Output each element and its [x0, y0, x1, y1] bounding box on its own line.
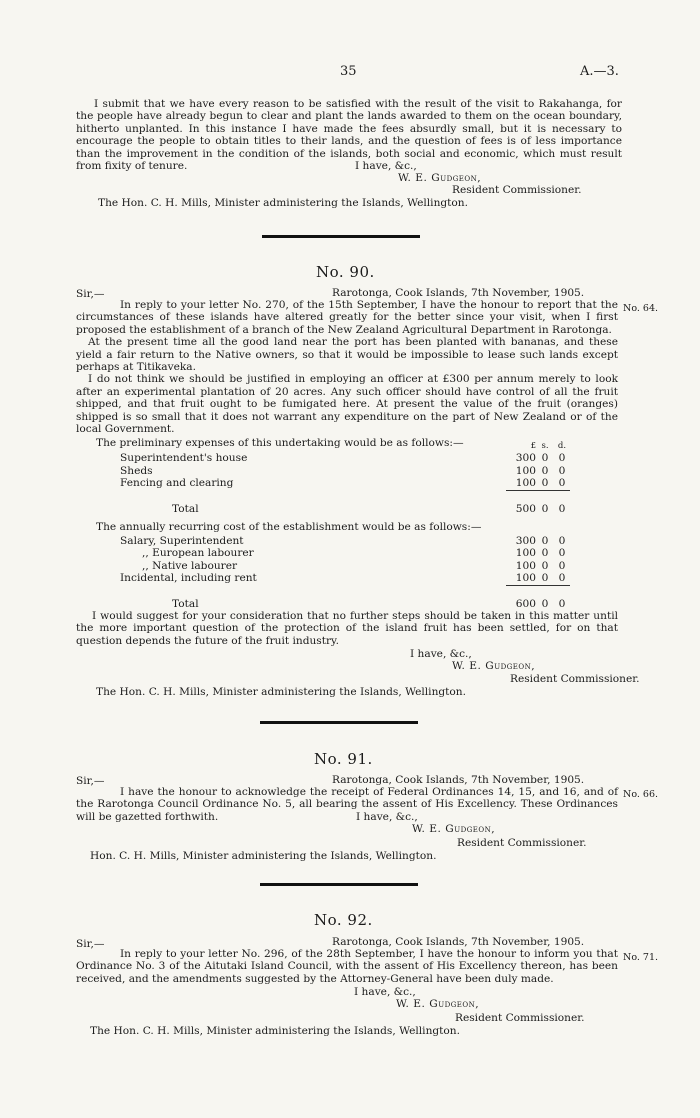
letter90-salutation: Sir,— [76, 288, 105, 300]
table-total-row: Total 600 0 0 [172, 598, 566, 611]
letter92-margin-ref: No. 71. [623, 952, 659, 963]
letter91-heading: No. 91. [314, 750, 373, 768]
letter90-place-date: Rarotonga, Cook Islands, 7th November, 1905. [332, 287, 585, 299]
letter90-recurring-intro: The annually recurring cost of the establishment would be as follows:— [96, 521, 482, 533]
letter90-title: Resident Commissioner. [510, 673, 640, 685]
letter91-body [76, 786, 618, 823]
letter89-body [76, 98, 622, 172]
letter91-addressee: Hon. C. H. Mills, Minister administering the Islands, Wellington. [90, 850, 437, 862]
letter91-title: Resident Commissioner. [457, 837, 587, 849]
letter92-body [76, 948, 618, 985]
letter92-p1: In reply to your letter No. 296, of the 28th September, I have the honour to inform you that Ordinance No. 3 of the Aitutaki Island Council, with the assent of His Excellency thereon, has been received, and the amendments suggested by the Attorney-General have been duly made. [76, 948, 618, 985]
letter92-addressee: The Hon. C. H. Mills, Minister administering the Islands, Wellington. [90, 1025, 460, 1037]
letter92-heading: No. 92. [314, 911, 373, 929]
table-row: ,, European labourer 100 0 0 [142, 547, 566, 560]
letter90-body-end [76, 610, 618, 647]
letter89-signature: W. E. Gudgeon, [398, 172, 482, 184]
letter91-salutation: Sir,— [76, 775, 105, 787]
table-row: ,, Native labourer 100 0 0 [142, 559, 566, 572]
letter90-prelim-intro: The preliminary expenses of this undertaking would be as follows:— [96, 437, 464, 449]
letter89-addressee: The Hon. C. H. Mills, Minister administering the Islands, Wellington. [98, 197, 468, 209]
letter89-title: Resident Commissioner. [452, 184, 582, 196]
prelim-expenses-table [120, 440, 570, 515]
letter91-signature: W. E. Gudgeon, [412, 823, 496, 835]
table-row: Fencing and clearing 100 0 0 [120, 477, 570, 490]
letter91-place-date: Rarotonga, Cook Islands, 7th November, 1905. [332, 774, 585, 786]
letter90-heading: No. 90. [316, 263, 375, 281]
currency-header-pence: d. [557, 441, 567, 451]
page-number: 35 [340, 64, 357, 79]
table-row: Superintendent's house 300 0 0 [120, 452, 566, 465]
section-divider [260, 883, 418, 886]
letter90-p4: I would suggest for your consideration that no further steps should be taken in this matter until the more important question of the protection of the island fruit has been settled, for on that question depends the future of the fruit industry. [76, 610, 618, 647]
letter90-body [76, 299, 618, 435]
letter90-p1: In reply to your letter No. 270, of the 15th September, I have the honour to report that the circumstances of these islands have altered greatly for the better since your visit, when I first proposed the establishment of a branch of the New Zealand Agricultural Department in Rarotonga. [76, 299, 618, 336]
letter92-salutation: Sir,— [76, 938, 105, 950]
letter90-closing: I have, &c., [410, 648, 472, 660]
letter91-closing: I have, &c., [356, 811, 418, 823]
letter90-signature: W. E. Gudgeon, [452, 660, 536, 672]
currency-header-shillings: s. [541, 441, 549, 451]
letter92-place-date: Rarotonga, Cook Islands, 7th November, 1905. [332, 936, 585, 948]
table-total-row: Total 500 0 0 [172, 503, 566, 516]
letter91-margin-ref: No. 66. [623, 789, 659, 800]
table-row: Sheds 100 0 0 [120, 464, 566, 477]
letter90-p3: I do not think we should be justified in employing an officer at £300 per annum merely to look after an experimental plantation of 20 acres. Any such officer should have control of all the fruit shipped, and that fruit ought to be fumigated here. At present the value of the fruit (oranges) shipped is so small that it does not warrant any expenditure on the part of New Zealand or of the local Government. [76, 373, 618, 436]
currency-header-pounds: £ [530, 441, 536, 451]
letter89-paragraph: I submit that we have every reason to be satisfied with the result of the visit to Rakahanga, for the people have already begun to clear and plant the lands awarded to them on the ocean boundary, hitherto unplanted. In this instance I have made the fees absurdly small, but it is necessary to encourage the people to obtain titles to their lands, and the question of fees is of less importance than the improvement in the condition of the islands, both social and economic, which must result from fixity of tenure. [76, 98, 622, 173]
table-row: Salary, Superintendent 300 0 0 [120, 535, 566, 547]
letter92-title: Resident Commissioner. [455, 1012, 585, 1024]
table-row: Incidental, including rent 100 0 0 [120, 572, 570, 585]
series-label: A.—3. [580, 64, 619, 79]
letter89-closing: I have, &c., [355, 160, 417, 172]
letter91-p1: I have the honour to acknowledge the receipt of Federal Ordinances 14, 15, and 16, and of the Rarotonga Council Ordinance No. 5, all bearing the assent of His Excellency. These Ordinances will be gazetted forthwith. [76, 786, 618, 823]
section-divider [262, 235, 420, 238]
letter90-margin-ref: No. 64. [623, 303, 659, 314]
letter92-signature: W. E. Gudgeon, [396, 998, 480, 1010]
recurring-expenses-table [120, 535, 570, 610]
section-divider [260, 721, 418, 724]
letter92-closing: I have, &c., [354, 986, 416, 998]
letter90-p2: At the present time all the good land near the port has been planted with bananas, and these yield a fair return to the Native owners, so that it would be impossible to lease such lands except perhaps at Titikaveka. [76, 336, 618, 374]
letter90-addressee: The Hon. C. H. Mills, Minister administering the Islands, Wellington. [96, 686, 466, 698]
